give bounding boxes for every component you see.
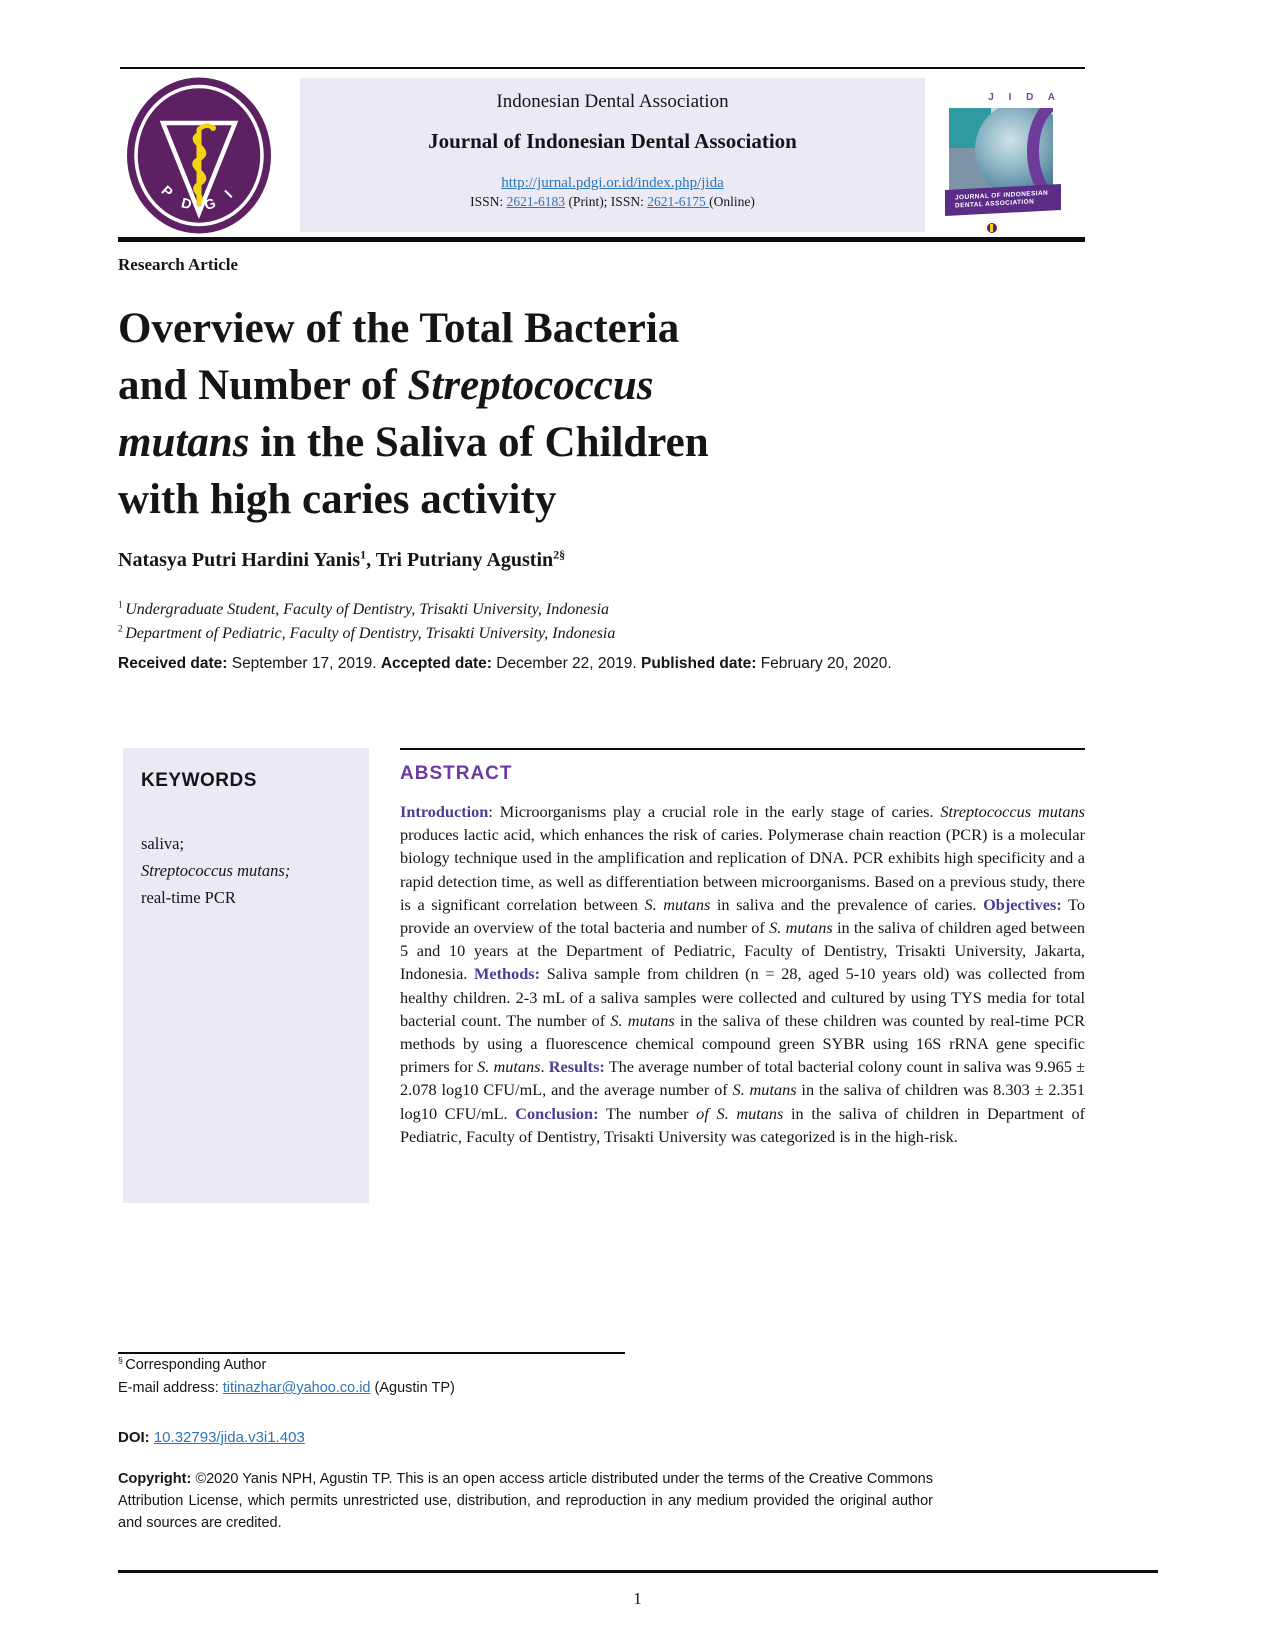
pdgi-logo-icon — [126, 76, 272, 235]
issn-online-link[interactable]: 2621-6175 — [647, 194, 710, 209]
text-plain: ©2020 Yanis NPH, Agustin TP. This is an open access article distributed under the terms of the Creative Commons Attribution License, which permits unrestricted use, distribution, and reproduction in any medium provided the original author and sources are credited. — [118, 1471, 933, 1531]
affiliation-2 — [118, 622, 615, 646]
text-plain: Corresponding Author — [125, 1357, 267, 1373]
keywords-box — [123, 748, 369, 1203]
text-plain: : Microorganisms play a crucial role in the early stage of caries. — [488, 802, 941, 821]
cover-jida-label: J I D A — [988, 92, 1061, 103]
text-plain: in saliva and the prevalence of caries. — [710, 894, 984, 914]
text-plain: in the Saliva of Children — [249, 419, 709, 466]
text-plain: . — [540, 1057, 549, 1077]
text-label: Results: — [548, 1057, 605, 1077]
text-plain: The average number of total bacterial colony count in saliva was 9.965 ± 2.078 log10 CFU/mL, and the average number of — [400, 1057, 1086, 1100]
divider-top — [120, 67, 1085, 69]
text-italic: Undergraduate Student, Faculty of Dentistry, Trisakti University, Indonesia — [125, 601, 610, 618]
text-plain: (Agustin TP) — [370, 1380, 455, 1396]
article-type-label: Research Article — [118, 255, 239, 274]
article-title — [118, 300, 948, 528]
text-plain: The number — [598, 1103, 697, 1123]
text-plain: (Online) — [709, 194, 755, 209]
keyword-item: real-time PCR — [141, 888, 236, 907]
text-label: Introduction — [400, 802, 489, 821]
title-line-2 — [118, 357, 948, 414]
text-italic: mutans — [118, 419, 250, 466]
text-bold: Received date: — [118, 655, 228, 672]
text-plain: Saliva sample from children (n = 28, aged 5-10 years old) was collected from healthy children. 2-3 mL of a saliva samples were collected and cultured by using TYS media for total bacterial count. The number of — [400, 964, 1086, 1030]
text-bold: Copyright: — [118, 1471, 192, 1487]
text-plain: in the saliva of children aged between 5 and 10 years at the Department of Pediatric, Faculty of Dentistry, Trisakti University, Jakarta, Indonesia. — [400, 918, 1086, 984]
journal-url-link[interactable]: http://jurnal.pdgi.or.id/index.php/jida — [501, 175, 724, 191]
text-sup: 1 — [118, 599, 126, 611]
text-plain: E-mail address: — [118, 1380, 223, 1396]
text-plain: with high caries activity — [118, 476, 557, 523]
email-line — [118, 1380, 455, 1396]
text-italic: S. mutans — [769, 918, 833, 938]
divider-footnote — [118, 1352, 625, 1354]
title-line-1 — [118, 300, 948, 357]
text-plain: in the saliva of these children was counted by real-time PCR methods by using a fluorescence chemical compound green SYBR using 16S rRNA gene specific primers for — [400, 1010, 1085, 1077]
text-plain: and Number of — [118, 362, 408, 409]
text-plain: in the saliva of children in Department of Pediatric, Faculty of Dentistry, Trisakti University was categorized is in the high-risk. — [400, 1103, 1086, 1146]
association-name: Indonesian Dental Association — [496, 91, 729, 112]
cover-photo — [949, 108, 1053, 194]
pdgi-logo-letters: P D G I — [158, 182, 240, 214]
journal-cover-thumbnail — [945, 88, 1061, 235]
text-label: Conclusion: — [515, 1103, 599, 1123]
title-line-3 — [118, 414, 948, 471]
dates-line — [118, 655, 892, 673]
text-plain: December 22, 2019. — [491, 655, 641, 672]
text-sup: 2§ — [553, 547, 566, 562]
text-plain: in the saliva of children was 8.303 ± 2.351 log10 CFU/mL. — [400, 1080, 1085, 1123]
text-plain: February 20, 2020. — [756, 655, 892, 672]
text-italic: Streptococcus mutans — [940, 802, 1085, 821]
text-plain: To provide an overview of the total bacteria and number of — [400, 894, 1085, 938]
text-label: Methods: — [474, 964, 541, 984]
corresponding-author-note — [118, 1357, 266, 1373]
cover-caption-line1: JOURNAL OF INDONESIAN — [955, 189, 1049, 202]
abstract-heading: ABSTRACT — [400, 763, 513, 784]
divider-header — [118, 237, 1085, 242]
cover-mini-logo-icon — [985, 221, 999, 235]
text-bold: Published date: — [641, 655, 757, 672]
doi-link[interactable]: 10.32793/jida.v3i1.403 — [153, 1429, 305, 1446]
text-italic: S. mutans — [610, 1010, 675, 1030]
text-bold: Accepted date: — [380, 655, 492, 672]
text-italic: of S. mutans — [696, 1103, 784, 1123]
text-italic: S. mutans — [732, 1080, 797, 1100]
text-plain: , Tri Putriany Agustin — [366, 549, 554, 571]
issn-print-link[interactable]: 2621-6183 — [506, 194, 566, 209]
keywords-list — [141, 830, 351, 911]
keyword-item: saliva; — [141, 834, 185, 853]
divider-abstract — [400, 748, 1085, 750]
affiliations — [118, 598, 615, 646]
abstract-body — [400, 800, 1085, 1148]
text-plain: produces lactic acid, which enhances the risk of caries. Polymerase chain reaction (PCR) is a molecular biology technique used in the amplification and replication of DNA. PCR exhibits high specificity and a rapid detection time, as well as differentiation between microorganisms. Based on a previous study, there is a significant correlation between — [400, 825, 1085, 914]
text-sup: § — [118, 1355, 126, 1366]
text-bold: DOI: — [118, 1429, 150, 1446]
text-plain: Overview of the Total Bacteria — [118, 305, 680, 352]
cover-caption-line2: DENTAL ASSOCIATION — [955, 198, 1035, 210]
text-italic: Department of Pediatric, Faculty of Dentistry, Trisakti University, Indonesia — [125, 625, 616, 642]
text-italic: Streptococcus — [407, 362, 654, 409]
text-sup: 1 — [360, 547, 367, 562]
journal-header-box — [300, 78, 925, 232]
issn-line — [470, 194, 755, 210]
pdgi-logo — [126, 76, 272, 235]
text-plain: September 17, 2019. — [227, 655, 381, 672]
keyword-item: Streptococcus mutans; — [141, 861, 291, 880]
journal-title: Journal of Indonesian Dental Association — [428, 129, 797, 153]
text-plain: Natasya Putri Hardini Yanis — [118, 549, 361, 571]
affiliation-1 — [118, 598, 615, 622]
text-label: Objectives: — [983, 894, 1062, 914]
text-plain: ISSN: — [470, 194, 507, 209]
divider-bottom — [118, 1570, 1158, 1573]
authors-line — [118, 549, 565, 572]
page-number: 1 — [633, 1589, 642, 1608]
email-link[interactable]: titinazhar@yahoo.co.id — [222, 1380, 371, 1396]
keywords-heading: KEYWORDS — [141, 770, 257, 791]
title-line-4 — [118, 471, 948, 528]
doi-line — [118, 1429, 305, 1446]
text-italic: S. mutans — [477, 1057, 541, 1077]
text-sup: 2 — [118, 623, 126, 635]
text-plain: (Print); ISSN: — [565, 194, 648, 209]
text-italic: S. mutans — [644, 894, 711, 914]
copyright-note — [118, 1468, 933, 1534]
cover-banner — [945, 184, 1061, 216]
